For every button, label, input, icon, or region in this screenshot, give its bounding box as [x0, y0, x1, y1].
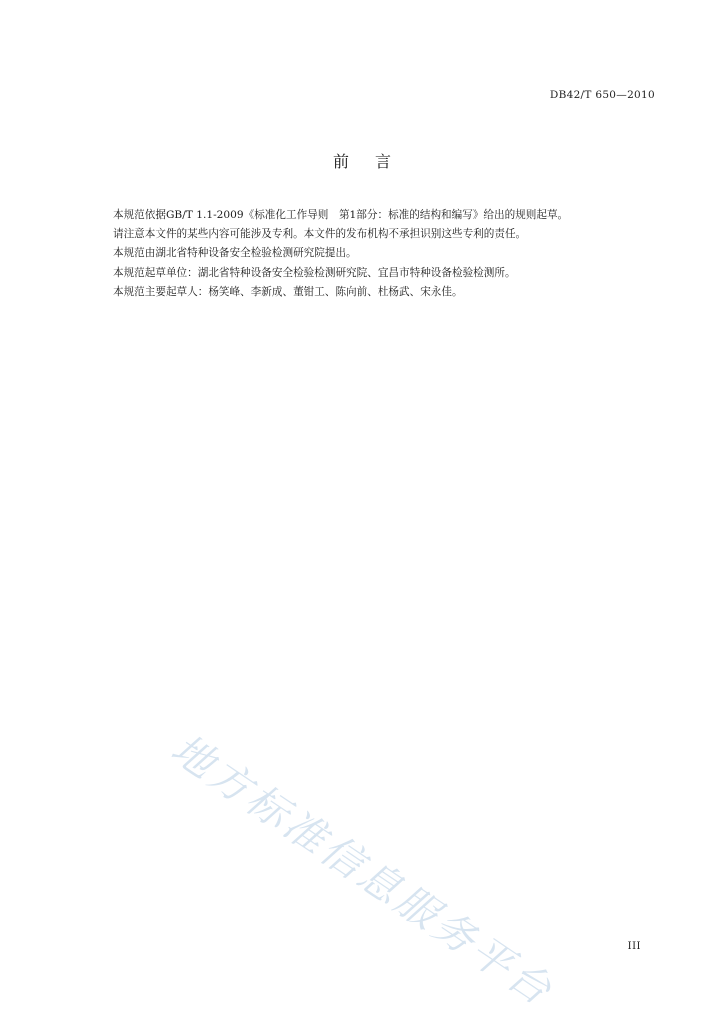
document-code: DB42/T 650—2010 [549, 89, 655, 101]
page-number: III [627, 941, 641, 952]
paragraph-proposer: 本规范由湖北省特种设备安全检验检测研究院提出。 [113, 247, 357, 260]
paragraph-patent-notice: 请注意本文件的某些内容可能涉及专利。本文件的发布机构不承担识别这些专利的责任。 [113, 228, 527, 241]
title-char-1: 前 [332, 152, 349, 171]
foreword-body [113, 206, 673, 302]
section-title [0, 149, 724, 172]
paragraph-main-drafters: 本规范主要起草人：杨笑峰、李新成、董钳工、陈向前、杜杨武、宋永佳。 [113, 285, 463, 298]
paragraph-drafting-units: 本规范起草单位：湖北省特种设备安全检验检测研究院、宜昌市特种设备检验检测所。 [113, 266, 516, 279]
title-char-2: 言 [375, 152, 392, 171]
watermark: 地方标准信息服务平台 [162, 724, 563, 1016]
paragraph-drafting-basis: 本规范依据GB/T 1.1-2009《标准化工作导则 第1部分：标准的结构和编写》给出的规则起草。 [113, 209, 569, 221]
